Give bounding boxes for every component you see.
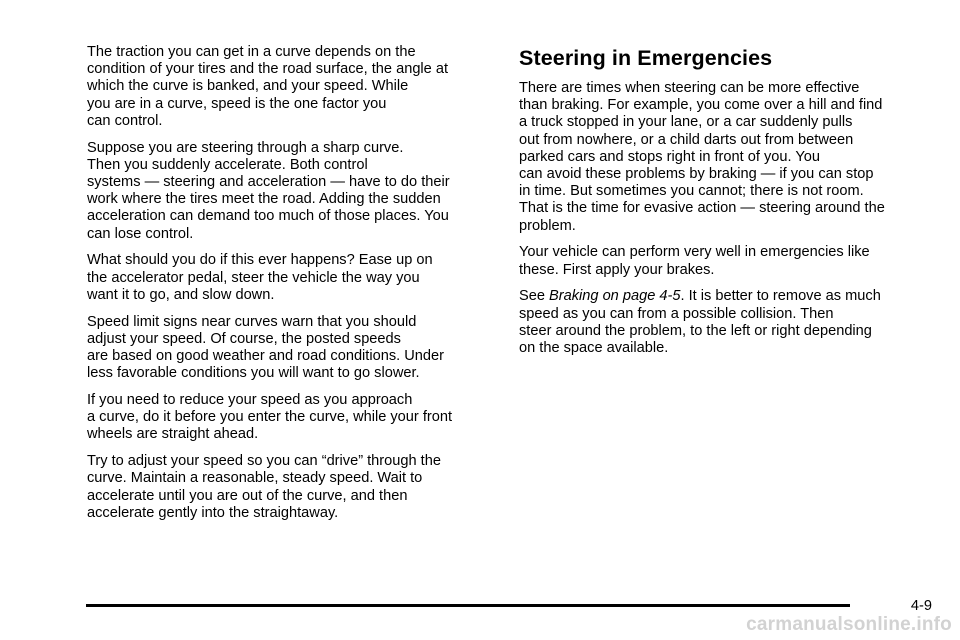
section-heading: Steering in Emergencies bbox=[519, 46, 773, 70]
text-line: the accelerator pedal, steer the vehicle the way you bbox=[87, 269, 420, 286]
text-line: condition of your tires and the road surface, the angle at bbox=[87, 61, 449, 78]
text-line: What should you do if this ever happens? Ease up on bbox=[87, 252, 433, 269]
text-line: parked cars and stops right in front of you. You bbox=[519, 148, 820, 165]
text-line: on the space available. bbox=[519, 340, 669, 357]
text-line: out from nowhere, or a child darts out from between bbox=[519, 131, 854, 148]
text-line: which the curve is banked, and your speed. While bbox=[87, 78, 409, 95]
text-line: systems — steering and acceleration — have to do their bbox=[87, 174, 450, 191]
braking-cross-reference-link[interactable]: Braking on page 4-5 bbox=[549, 288, 681, 305]
paragraph-see-braking bbox=[519, 288, 934, 357]
text-line: than braking. For example, you come over a hill and find bbox=[519, 97, 883, 114]
text-line: want it to go, and slow down. bbox=[87, 286, 275, 303]
paragraph-reduce-speed bbox=[87, 392, 497, 444]
text-line: Then you suddenly accelerate. Both control bbox=[87, 156, 368, 173]
text-line: That is the time for evasive action — steering around the bbox=[519, 200, 885, 217]
text-line: acceleration can demand too much of those places. You bbox=[87, 208, 449, 225]
text-line: Suppose you are steering through a sharp curve. bbox=[87, 139, 404, 156]
text-line: Your vehicle can perform very well in emergencies like bbox=[519, 244, 870, 261]
text-line: adjust your speed. Of course, the posted speeds bbox=[87, 330, 401, 347]
text-line: If you need to reduce your speed as you approach bbox=[87, 392, 413, 409]
paragraph-sharp-curve bbox=[87, 140, 497, 243]
text-line: can control. bbox=[87, 112, 163, 129]
text-line: these. First apply your brakes. bbox=[519, 261, 715, 278]
page-number: 4-9 bbox=[910, 598, 932, 614]
text-line: Speed limit signs near curves warn that you should bbox=[87, 313, 417, 330]
text-line bbox=[519, 288, 934, 305]
right-column bbox=[519, 44, 934, 367]
paragraph-what-to-do bbox=[87, 252, 497, 304]
text-line: less favorable conditions you will want to go slower. bbox=[87, 365, 420, 382]
paragraph-vehicle-perform bbox=[519, 244, 934, 278]
text-line: wheels are straight ahead. bbox=[87, 426, 259, 443]
text-line: can lose control. bbox=[87, 225, 194, 242]
text-line: problem. bbox=[519, 217, 576, 234]
text-line: in time. But sometimes you cannot; there is not room. bbox=[519, 183, 864, 200]
text-line: can avoid these problems by braking — if you can stop bbox=[519, 166, 874, 183]
paragraph-adjust-speed bbox=[87, 453, 497, 522]
text-line: work where the tires meet the road. Adding the sudden bbox=[87, 191, 441, 208]
paragraph-traction bbox=[87, 44, 497, 130]
text-line: accelerate gently into the straightaway. bbox=[87, 504, 339, 521]
text-line: curve. Maintain a reasonable, steady speed. Wait to bbox=[87, 470, 423, 487]
left-column bbox=[87, 44, 497, 532]
text-line: speed as you can from a possible collision. Then bbox=[519, 305, 834, 322]
watermark: carmanualsonline.info bbox=[746, 614, 952, 635]
text-line: you are in a curve, speed is the one factor you bbox=[87, 95, 387, 112]
paragraph-speed-limit-signs bbox=[87, 314, 497, 383]
text-line: a truck stopped in your lane, or a car suddenly pulls bbox=[519, 114, 853, 131]
text-line: a curve, do it before you enter the curve, while your front bbox=[87, 409, 453, 426]
text-line: accelerate until you are out of the curve, and then bbox=[87, 487, 408, 504]
text-line: are based on good weather and road conditions. Under bbox=[87, 348, 444, 365]
text-line: There are times when steering can be more effective bbox=[519, 80, 860, 96]
text-line: The traction you can get in a curve depends on the bbox=[87, 44, 416, 60]
see-word: See bbox=[519, 288, 545, 305]
paragraph-steering-effective bbox=[519, 80, 934, 235]
text-line: Try to adjust your speed so you can “drive” through the bbox=[87, 453, 441, 470]
footer-rule bbox=[86, 604, 850, 607]
text-line: steer around the problem, to the left or right depending bbox=[519, 322, 872, 339]
see-line-rest: . It is better to remove as much bbox=[680, 288, 881, 305]
